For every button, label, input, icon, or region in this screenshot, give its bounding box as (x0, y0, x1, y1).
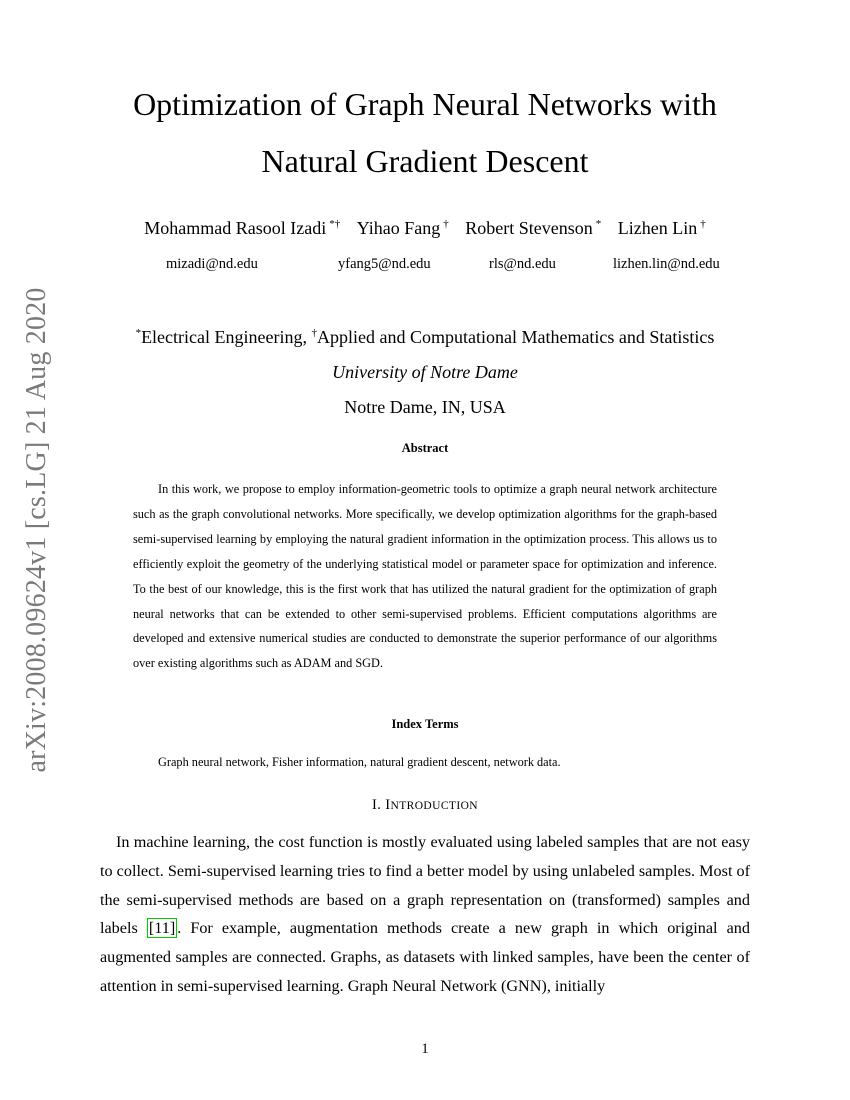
paper-title (0, 76, 850, 190)
author-name: Yihao Fang (356, 218, 441, 238)
title-line-2: Natural Gradient Descent (261, 143, 589, 179)
arxiv-identifier-stamp[interactable]: arXiv:2008.09624v1 [cs.LG] 21 Aug 2020 (21, 287, 52, 773)
index-terms-heading: Index Terms (391, 717, 459, 731)
author-affiliation-mark: † (443, 218, 449, 230)
author-list (0, 218, 850, 239)
section-heading (0, 797, 850, 814)
department-line (0, 316, 850, 355)
abstract-text: In this work, we propose to employ information-geometric tools to optimize a graph neural network architecture such as the graph convolutional networks. More specifically, we develop optimization algorithms for the graph-based semi-supervised learning by employing the natural gradient information in the optimization process. This allows us to efficiently exploit the geometry of the underlying statistical model or parameter space for optimization and inference. To the best of our knowledge, this is the first work that has utilized the natural gradient for the optimization of graph neural networks that can be extended to other semi-supervised problems. Efficient computations algorithms are developed and extensive numerical studies are conducted to demonstrate the superior performance of our algorithms over existing algorithms such as ADAM and SGD. (133, 482, 717, 671)
page-number: 1 (421, 1041, 429, 1057)
author (357, 218, 449, 239)
title-line-1: Optimization of Graph Neural Networks with (133, 86, 717, 122)
abstract-heading: Abstract (401, 441, 449, 455)
author-email[interactable]: lizhen.lin@nd.edu (613, 256, 720, 272)
author-name: Mohammad Rasool Izadi (144, 218, 327, 238)
citation-link[interactable]: [11] (148, 919, 176, 938)
location: Notre Dame, IN, USA (344, 397, 506, 417)
author-email[interactable]: yfang5@nd.edu (338, 256, 431, 272)
author-name: Robert Stevenson (465, 218, 593, 238)
department-1: Electrical Engineering, (141, 327, 307, 347)
section-title-rest: NTRODUCTION (390, 800, 478, 812)
section-number: I. (372, 797, 382, 813)
author-name: Lizhen Lin (617, 218, 698, 238)
index-terms-text: Graph neural network, Fisher information, natural gradient descent, network data. (158, 755, 561, 769)
author-email[interactable]: mizadi@nd.edu (166, 256, 258, 272)
intro-text-after-cite: . For example, augmentation methods create a new graph in which original and augmented samples are connected. Graphs, as datasets with linked samples, have been the center of attention in semi-supervised learning. Graph Neural Network (GNN), initially (100, 919, 750, 995)
author (618, 218, 706, 239)
author-affiliation-mark: *† (329, 218, 341, 230)
author (465, 218, 601, 239)
author-affiliation-mark: † (700, 218, 706, 230)
introduction-paragraph (100, 828, 750, 1001)
affiliation-mark: * (135, 327, 142, 339)
section-title-initial: I (385, 797, 391, 813)
author-email[interactable]: rls@nd.edu (489, 256, 556, 272)
department-2: Applied and Computational Mathematics and Statistics (316, 327, 715, 347)
affiliation-block (0, 316, 850, 425)
university: University of Notre Dame (332, 362, 518, 382)
author-affiliation-mark: * (595, 218, 602, 230)
author (144, 218, 340, 239)
affiliation-mark: † (311, 327, 317, 339)
intro-text-before-cite: In machine learning, the cost function is mostly evaluated using labeled samples that are not easy to collect. Semi-supervised learning tries to find a better model by using unlabeled samples. Most of the semi-supervised methods are based on a graph representation on (transformed) samples and labels (100, 833, 750, 938)
